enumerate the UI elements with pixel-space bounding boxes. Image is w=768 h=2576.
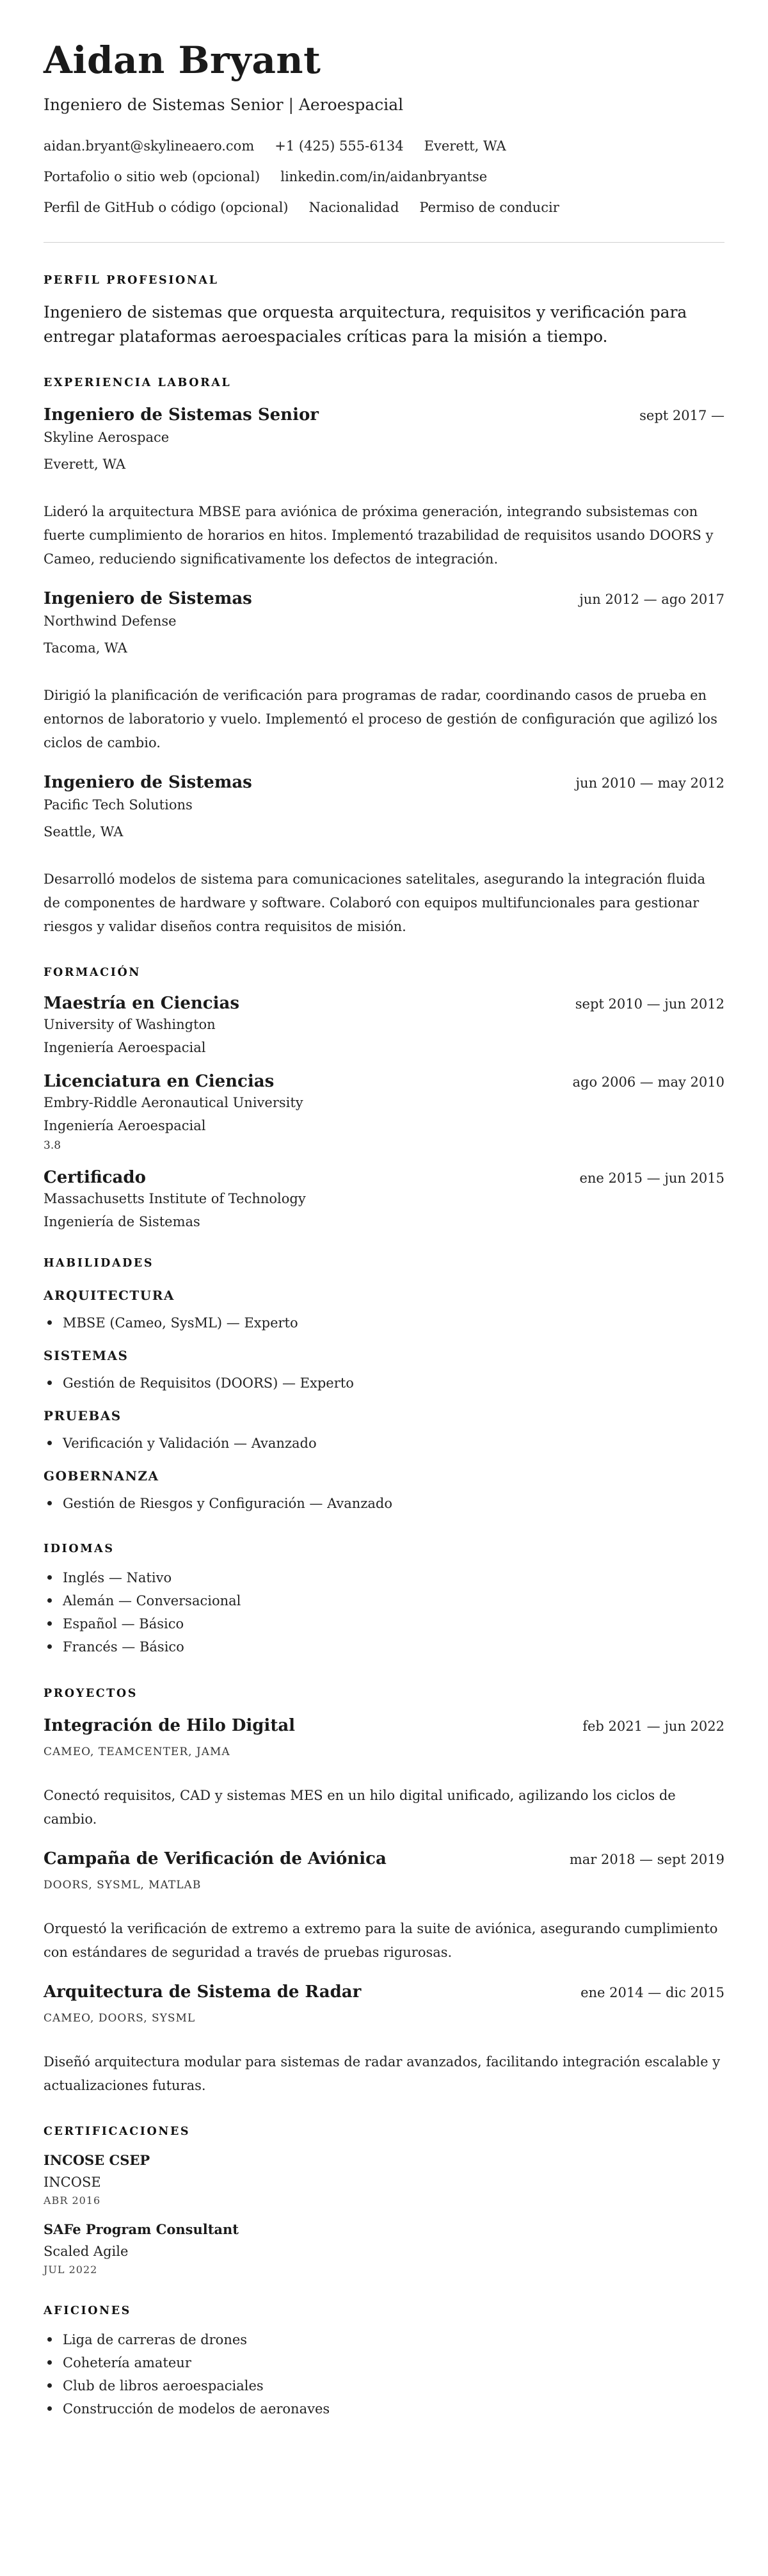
- experience-item: [44, 404, 724, 571]
- phone-text: +1 (425) 555-6134: [275, 138, 404, 154]
- education-item: [44, 992, 724, 1057]
- project-description: Conectó requisitos, CAD y sistemas MES en un hilo digital unificado, agilizando los ciclos de cambio.: [44, 1788, 676, 1827]
- project-dates: mar 2018 — sept 2019: [569, 1852, 724, 1867]
- certification-issuer: Scaled Agile: [44, 2244, 129, 2259]
- hobby-item: Cohetería amateur: [44, 2351, 724, 2374]
- job-company: Skyline Aerospace: [44, 430, 170, 445]
- section-title-skills: HABILIDADES: [44, 1257, 154, 1270]
- job-location: Everett, WA: [44, 457, 126, 472]
- language-item: Alemán — Conversacional: [44, 1589, 724, 1612]
- skill-list: [44, 1372, 724, 1395]
- school-name: Massachusetts Institute of Technology: [44, 1191, 306, 1206]
- project-item: [44, 1715, 724, 1831]
- experience-item: [44, 772, 724, 939]
- certification-item: [44, 2151, 724, 2208]
- candidate-name: Aidan Bryant: [44, 38, 321, 82]
- job-title: Ingeniero de Sistemas: [44, 773, 252, 792]
- project-description: Orquestó la verificación de extremo a extremo para la suite de aviónica, asegurando cumplimiento con estándares de seguridad a través de pruebas rigurosas.: [44, 1921, 718, 1960]
- section-title-experience: EXPERIENCIA LABORAL: [44, 377, 232, 389]
- experience-item: [44, 588, 724, 755]
- experience-item-head: [44, 588, 724, 610]
- project-item-head: [44, 1715, 724, 1737]
- hobby-list: [44, 2328, 724, 2420]
- license-text: Permiso de conducir: [419, 200, 559, 215]
- portfolio-link[interactable]: Portafolio o sitio web (opcional): [44, 169, 260, 184]
- education-item: [44, 1071, 724, 1153]
- skill-group: [44, 1347, 724, 1395]
- projects-section: [44, 1687, 724, 2098]
- languages-section: [44, 1542, 724, 1658]
- education-item: [44, 1167, 724, 1231]
- skills-section: [44, 1256, 724, 1515]
- degree-gpa: 3.8: [44, 1139, 61, 1152]
- summary-section: [44, 273, 724, 349]
- project-tags: CAMEO, TEAMCENTER, JAMA: [44, 1746, 230, 1758]
- experience-section: [44, 376, 724, 939]
- skill-item: Gestión de Requisitos (DOORS) — Experto: [44, 1372, 724, 1395]
- certification-issuer: INCOSE: [44, 2175, 101, 2190]
- skill-item: Gestión de Riesgos y Configuración — Avanzado: [44, 1492, 724, 1515]
- degree-field: Ingeniería de Sistemas: [44, 1214, 200, 1229]
- location-text: Everett, WA: [424, 138, 506, 154]
- candidate-headline: Ingeniero de Sistemas Senior | Aeroespacial: [44, 95, 404, 114]
- nationality-text: Nacionalidad: [308, 200, 399, 215]
- project-item: [44, 1981, 724, 2098]
- language-item: Francés — Básico: [44, 1635, 724, 1658]
- job-company: Northwind Defense: [44, 613, 177, 629]
- education-item-head: [44, 1071, 724, 1092]
- job-dates: jun 2012 — ago 2017: [579, 592, 724, 607]
- section-title-hobbies: AFICIONES: [44, 2305, 131, 2317]
- project-name: Arquitectura de Sistema de Radar: [44, 1982, 362, 2002]
- skill-category: SISTEMAS: [44, 1348, 129, 1363]
- hobby-item: Liga de carreras de drones: [44, 2328, 724, 2351]
- job-title: Ingeniero de Sistemas: [44, 589, 252, 608]
- skill-category: PRUEBAS: [44, 1408, 122, 1423]
- skill-item: MBSE (Cameo, SysML) — Experto: [44, 1311, 724, 1334]
- degree-field: Ingeniería Aeroespacial: [44, 1040, 206, 1055]
- project-name: Campaña de Verificación de Aviónica: [44, 1849, 387, 1868]
- project-item: [44, 1848, 724, 1964]
- github-link[interactable]: Perfil de GitHub o código (opcional): [44, 200, 289, 215]
- language-item: Español — Básico: [44, 1612, 724, 1635]
- project-name: Integración de Hilo Digital: [44, 1716, 296, 1735]
- contact-row-3: [44, 198, 724, 216]
- hobbies-section: [44, 2304, 724, 2420]
- project-dates: ene 2014 — dic 2015: [580, 1985, 724, 2000]
- education-section: [44, 966, 724, 1231]
- section-title-projects: PROYECTOS: [44, 1687, 138, 1700]
- project-item-head: [44, 1848, 724, 1870]
- certification-date: JUL 2022: [44, 2264, 98, 2276]
- school-name: University of Washington: [44, 1017, 216, 1032]
- job-location: Seattle, WA: [44, 824, 124, 839]
- job-title: Ingeniero de Sistemas Senior: [44, 405, 319, 425]
- degree-dates: sept 2010 — jun 2012: [575, 996, 724, 1012]
- job-dates: jun 2010 — may 2012: [575, 775, 724, 791]
- degree-field: Ingeniería Aeroespacial: [44, 1118, 206, 1133]
- job-description: Desarrolló modelos de sistema para comunicaciones satelitales, asegurando la integración fluida de componentes de hardware y software. Colaboró con equipos multifuncionales para gestionar riesgos y validar diseños contra requisitos de misión.: [44, 871, 706, 934]
- job-dates: sept 2017 —: [639, 408, 724, 423]
- skill-list: [44, 1492, 724, 1515]
- header-divider: [44, 242, 724, 243]
- project-tags: CAMEO, DOORS, SYSML: [44, 2012, 196, 2025]
- skill-group: [44, 1287, 724, 1334]
- school-name: Embry-Riddle Aeronautical University: [44, 1095, 303, 1110]
- experience-item-head: [44, 404, 724, 426]
- job-description: Lideró la arquitectura MBSE para aviónica de próxima generación, integrando subsistemas con fuerte cumplimiento de horarios en hitos. Implementó trazabilidad de requisitos usando DOORS y Cameo, reduciendo significativamente los defectos de integración.: [44, 504, 714, 567]
- certification-item: [44, 2221, 724, 2277]
- degree-title: Licenciatura en Ciencias: [44, 1072, 275, 1091]
- certification-name: INCOSE CSEP: [44, 2152, 150, 2168]
- degree-title: Certificado: [44, 1168, 146, 1187]
- project-tags: DOORS, SYSML, MATLAB: [44, 1879, 202, 1891]
- education-item-head: [44, 992, 724, 1014]
- section-title-summary: PERFIL PROFESIONAL: [44, 274, 219, 287]
- skill-category: GOBERNANZA: [44, 1468, 159, 1484]
- degree-dates: ago 2006 — may 2010: [572, 1074, 724, 1090]
- project-dates: feb 2021 — jun 2022: [582, 1719, 724, 1734]
- language-list: [44, 1566, 724, 1658]
- resume-header: [44, 38, 724, 243]
- education-item-head: [44, 1167, 724, 1188]
- section-title-certifications: CERTIFICACIONES: [44, 2125, 191, 2138]
- skill-category: ARQUITECTURA: [44, 1288, 175, 1303]
- job-location: Tacoma, WA: [44, 640, 127, 656]
- hobby-item: Construcción de modelos de aeronaves: [44, 2397, 724, 2420]
- language-item: Inglés — Nativo: [44, 1566, 724, 1589]
- skill-group: [44, 1468, 724, 1515]
- linkedin-link[interactable]: linkedin.com/in/aidanbryantse: [280, 169, 488, 184]
- skill-list: [44, 1311, 724, 1334]
- skill-group: [44, 1407, 724, 1455]
- job-description: Dirigió la planificación de verificación para programas de radar, coordinando casos de prueba en entornos de laboratorio y vuelo. Implementó el proceso de gestión de configuración que agilizó los ciclos de cambio.: [44, 688, 717, 750]
- certifications-section: [44, 2125, 724, 2277]
- certification-date: ABR 2016: [44, 2194, 101, 2207]
- degree-title: Maestría en Ciencias: [44, 994, 239, 1013]
- skill-list: [44, 1432, 724, 1455]
- skill-item: Verificación y Validación — Avanzado: [44, 1432, 724, 1455]
- experience-item-head: [44, 772, 724, 793]
- summary-text: Ingeniero de sistemas que orquesta arquitectura, requisitos y verificación para entregar plataformas aeroespaciales críticas para la misión a tiempo.: [44, 303, 687, 346]
- contact-row-1: [44, 137, 724, 155]
- certification-name: SAFe Program Consultant: [44, 2221, 239, 2237]
- project-item-head: [44, 1981, 724, 2003]
- hobby-item: Club de libros aeroespaciales: [44, 2374, 724, 2397]
- section-title-education: FORMACIÓN: [44, 966, 141, 979]
- degree-dates: ene 2015 — jun 2015: [579, 1171, 724, 1186]
- email-link[interactable]: aidan.bryant@skylineaero.com: [44, 138, 255, 154]
- project-description: Diseñó arquitectura modular para sistemas de radar avanzados, facilitando integración escalable y actualizaciones futuras.: [44, 2054, 721, 2093]
- contact-row-2: [44, 168, 724, 186]
- job-company: Pacific Tech Solutions: [44, 797, 193, 813]
- section-title-languages: IDIOMAS: [44, 1543, 115, 1555]
